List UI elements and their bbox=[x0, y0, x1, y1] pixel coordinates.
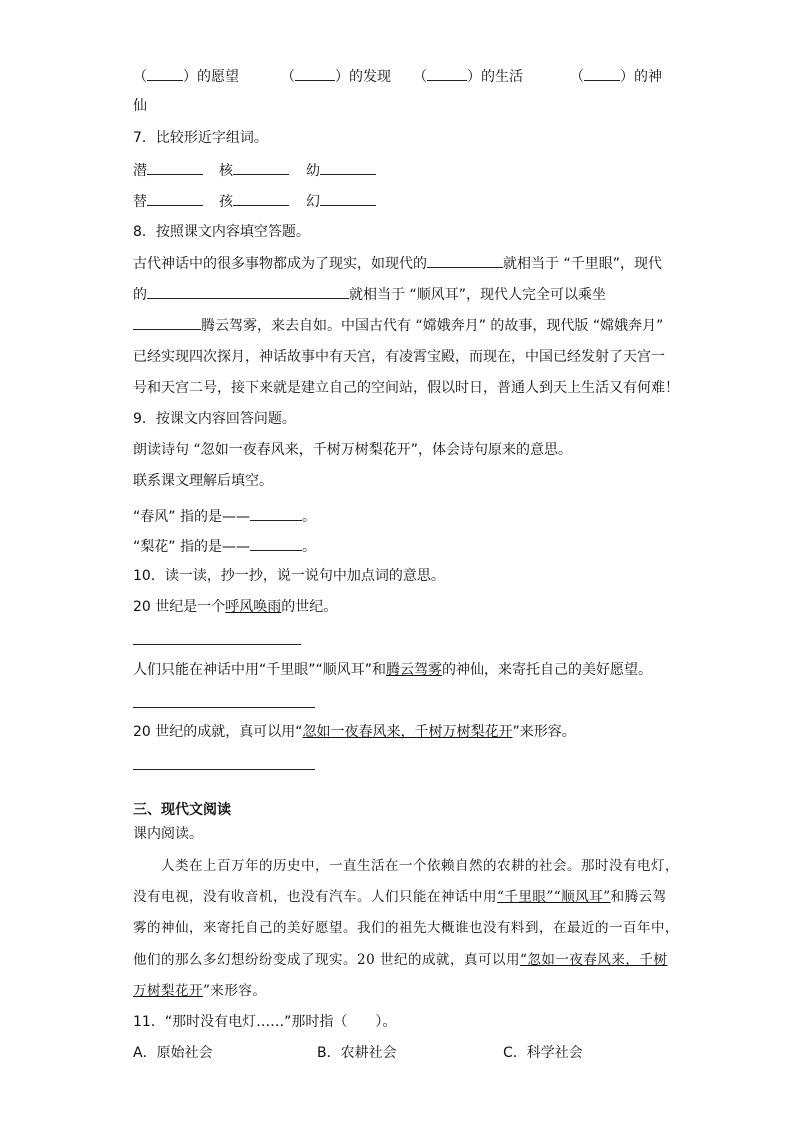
passage-line-5: 万树梨花开”来形容。 bbox=[133, 983, 267, 999]
passage-line-2: 没有电视，没有收音机，也没有汽车。人们只能在神话中用“千里眼”“顺风耳”和腾云驾 bbox=[133, 889, 667, 905]
q10-answer-line-2 bbox=[133, 707, 315, 708]
q6-tail: 仙 bbox=[133, 98, 147, 114]
q8-line-1: 古代神话中的很多事物都成为了现实，如现代的 就相当于 “千里眼”，现代 bbox=[133, 253, 662, 274]
q9-title: 9．按课文内容回答问题。 bbox=[133, 411, 296, 427]
q11-title: 11．“那时没有电灯……”那时指（ ）。 bbox=[133, 1014, 397, 1030]
q7-r2-c1: 替 bbox=[133, 191, 203, 212]
q6-blank-2: （ ）的发现 bbox=[281, 66, 391, 87]
q9-line-1: 朗读诗句 “忽如一夜春风来，千树万树梨花开”，体会诗句原来的意思。 bbox=[133, 442, 572, 458]
q10-title: 10．读一读，抄一抄，说一说句中加点词的意思。 bbox=[133, 568, 445, 584]
q6-blank-1: （ ）的愿望 bbox=[133, 66, 239, 87]
q10-sentence-1: 20 世纪是一个呼风唤雨的世纪。 bbox=[133, 599, 338, 615]
q8-title: 8．按照课文内容填空答题。 bbox=[133, 224, 310, 240]
passage-line-3: 雾的神仙，来寄托自己的美好愿望。我们的祖先大概谁也没有料到，在最近的一百年中， bbox=[133, 920, 679, 936]
q9-line-2: 联系课文理解后填空。 bbox=[133, 473, 273, 489]
q10-sentence-3: 20 世纪的成就，真可以用“忽如一夜春风来，千树万树梨花开”来形容。 bbox=[133, 724, 576, 740]
q11-option-a[interactable]: A．原始社会 bbox=[133, 1045, 213, 1061]
q7-r2-c3: 幻 bbox=[306, 191, 376, 212]
q11-option-b[interactable]: B．农耕社会 bbox=[317, 1045, 397, 1061]
section-heading: 三、现代文阅读 bbox=[133, 802, 231, 818]
q10-sentence-2: 人们只能在神话中用“千里眼”“顺风耳”和腾云驾雾的神仙，来寄托自己的美好愿望。 bbox=[133, 662, 653, 678]
q10-answer-line-3 bbox=[133, 769, 315, 770]
q7-r1-c1: 潜 bbox=[133, 160, 203, 181]
passage-line-4: 他们的那么多幻想纷纷变成了现实。20 世纪的成就，真可以用“忽如一夜春风来，千树 bbox=[133, 952, 668, 968]
q7-r1-c3: 幼 bbox=[306, 160, 376, 181]
q8-line-5: 号和天宫二号，接下来就是建立自己的空间站，假以时日，普通人到天上生活又有何难！ bbox=[133, 380, 679, 396]
q6-blank-4: （ ）的神 bbox=[570, 66, 662, 87]
q9-line-3: “春风” 指的是—— 。 bbox=[133, 506, 316, 527]
q7-r2-c2: 孩 bbox=[219, 191, 289, 212]
q6-blank-3: （ ）的生活 bbox=[413, 66, 523, 87]
q8-line-4: 已经实现四次探月，神话故事中有天宫，有凌霄宝殿，而现在，中国已经发射了天宫一 bbox=[133, 349, 665, 365]
q9-line-4: “梨花” 指的是—— 。 bbox=[133, 536, 316, 557]
section-sub: 课内阅读。 bbox=[133, 826, 203, 842]
q10-answer-line-1 bbox=[133, 644, 301, 645]
q8-line-2: 的 就相当于 “顺风耳”，现代人完全可以乘坐 bbox=[133, 284, 606, 305]
q7-title: 7．比较形近字组词。 bbox=[133, 130, 268, 146]
q7-r1-c2: 核 bbox=[219, 160, 289, 181]
q11-option-c[interactable]: C．科学社会 bbox=[503, 1045, 583, 1061]
q8-line-3: 腾云驾雾，来去自如。中国古代有 “嫦娥奔月” 的故事，现代版 “嫦娥奔月” bbox=[133, 315, 663, 336]
passage-line-1: 人类在上百万年的历史中，一直生活在一个依赖自然的农耕的社会。那时没有电灯， bbox=[161, 858, 679, 874]
